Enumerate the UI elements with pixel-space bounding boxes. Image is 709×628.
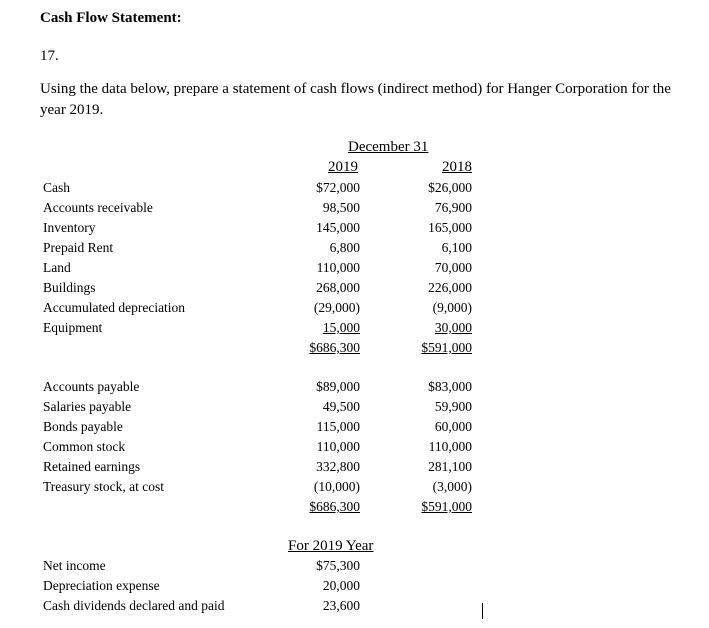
year-value: 20,000 [322, 578, 360, 593]
row-label: Accounts receivable [43, 200, 153, 215]
row-label: Treasury stock, at cost [43, 479, 164, 494]
value-2018: 165,000 [428, 220, 472, 235]
row-label: Accumulated depreciation [43, 300, 186, 315]
value-2019: 15,000 [322, 320, 360, 335]
row-label: Bonds payable [43, 419, 123, 434]
liabilities-total-2018: $591,000 [421, 499, 472, 514]
text-cursor [482, 603, 483, 619]
row-label: Equipment [43, 320, 103, 335]
value-2019: 98,500 [322, 200, 360, 215]
value-2019: 6,800 [329, 240, 360, 255]
value-2018: 60,000 [434, 419, 472, 434]
value-2018: $26,000 [428, 180, 472, 195]
row-label: Accounts payable [43, 379, 140, 394]
row-label: Net income [43, 558, 106, 573]
row-label: Cash dividends declared and paid [43, 598, 225, 613]
row-label: Depreciation expense [43, 578, 160, 593]
instructions-text: Using the data below, prepare a statement of cash flows (indirect method) for Hanger Corporation for the year 2019. [40, 81, 671, 118]
row-label: Inventory [43, 220, 96, 235]
year-header: For 2019 Year [288, 538, 374, 554]
value-2019: 145,000 [316, 220, 360, 235]
row-label: Buildings [43, 280, 96, 295]
section-heading: Cash Flow Statement: [40, 10, 182, 26]
value-2018: $83,000 [428, 379, 472, 394]
value-2019: 110,000 [316, 439, 360, 454]
value-2018: 59,900 [434, 399, 472, 414]
year-value: 23,600 [322, 598, 360, 613]
column-header-2019: 2019 [328, 159, 358, 175]
row-label: Prepaid Rent [43, 240, 114, 255]
row-label: Cash [43, 180, 70, 195]
value-2018: 76,900 [434, 200, 472, 215]
value-2018: 6,100 [441, 240, 472, 255]
value-2019: 115,000 [316, 419, 360, 434]
assets-total-2018: $591,000 [421, 340, 472, 355]
value-2018: 30,000 [434, 320, 472, 335]
question-number: 17. [40, 48, 59, 64]
value-2018: 110,000 [428, 439, 472, 454]
value-2018: (9,000) [432, 300, 472, 315]
value-2019: $72,000 [316, 180, 360, 195]
row-label: Retained earnings [43, 459, 141, 474]
value-2019: $89,000 [316, 379, 360, 394]
assets-total-2019: $686,300 [309, 340, 360, 355]
value-2019: (10,000) [313, 479, 360, 494]
value-2019: 110,000 [316, 260, 360, 275]
value-2019: 332,800 [316, 459, 360, 474]
balance-date-header: December 31 [348, 139, 429, 155]
value-2018: (3,000) [432, 479, 472, 494]
value-2019: 49,500 [322, 399, 360, 414]
value-2018: 281,100 [428, 459, 472, 474]
row-label: Common stock [43, 439, 126, 454]
value-2019: (29,000) [313, 300, 360, 315]
value-2019: 268,000 [316, 280, 360, 295]
value-2018: 70,000 [434, 260, 472, 275]
row-label: Salaries payable [43, 399, 132, 414]
value-2018: 226,000 [428, 280, 472, 295]
year-value: $75,300 [316, 558, 360, 573]
liabilities-total-2019: $686,300 [309, 499, 360, 514]
column-header-2018: 2018 [442, 159, 472, 175]
row-label: Land [43, 260, 71, 275]
